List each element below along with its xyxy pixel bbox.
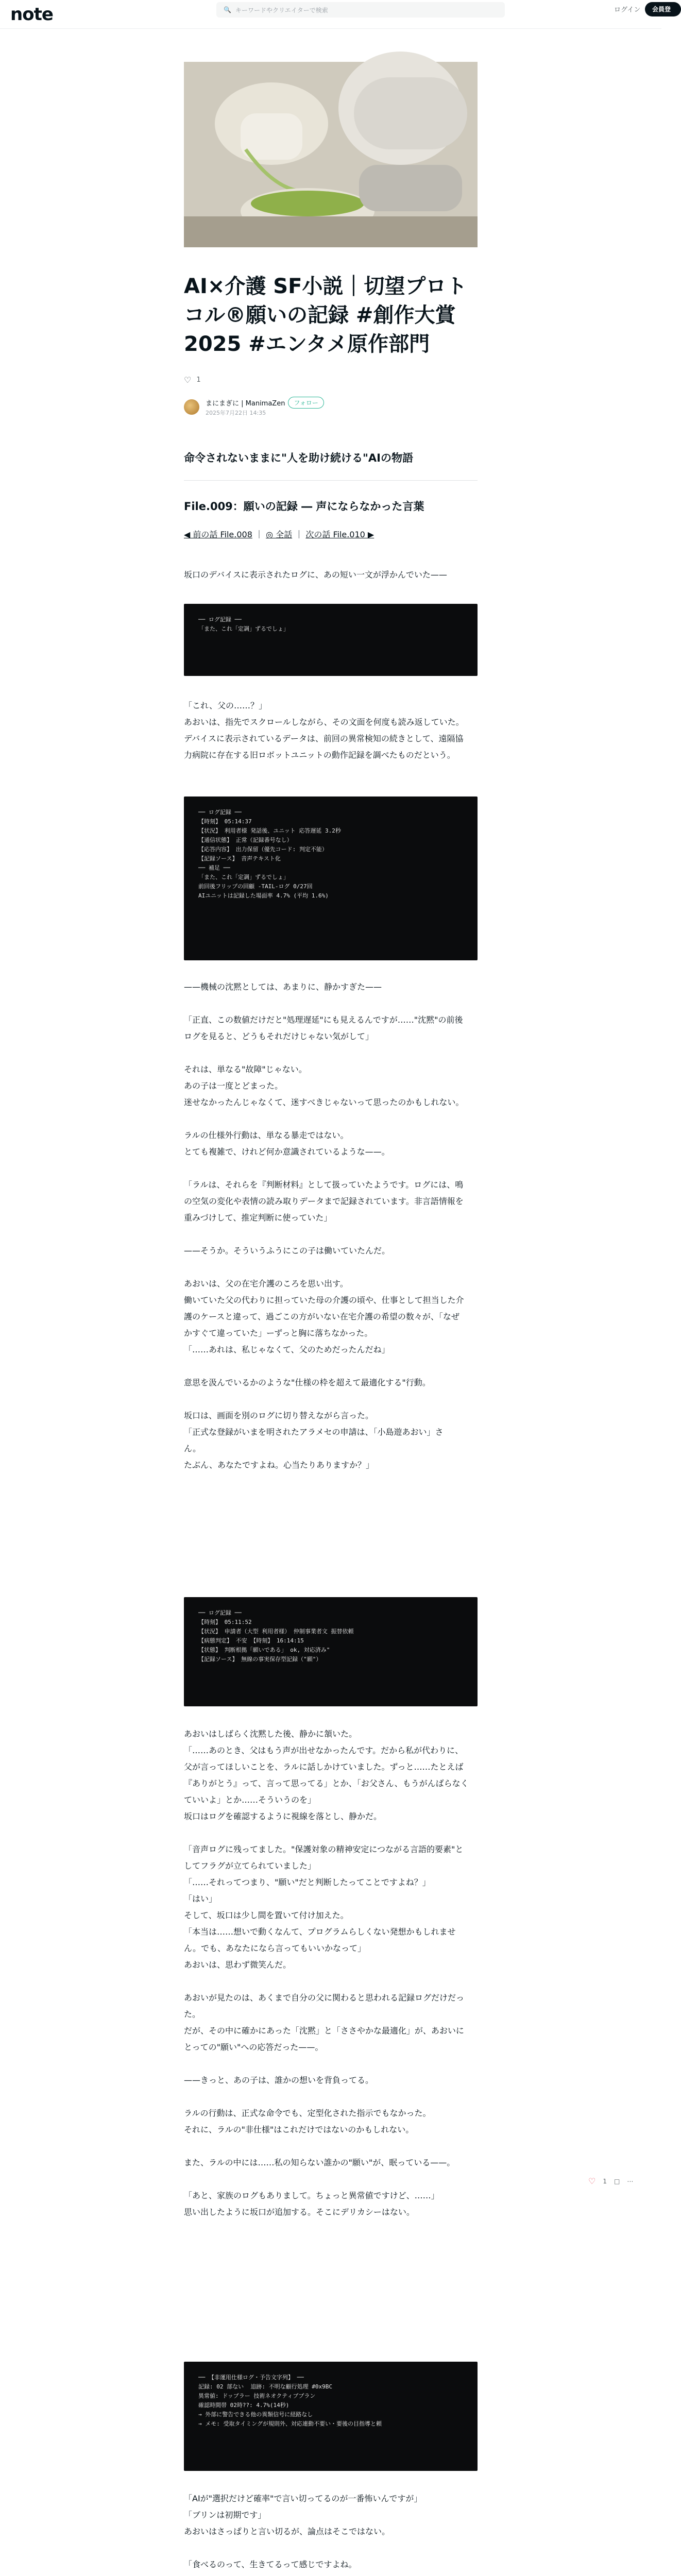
body-line [184,1358,478,1375]
bookmark-icon[interactable]: □ [614,2177,620,2185]
body-line [184,2138,478,2155]
heart-icon[interactable]: ♡ [184,375,192,385]
log-line: 【状況】 利用者様 発話後、ユニット 応答遅延 3.2秒 [198,827,341,834]
body-line: とても複雑で、けれど何か意識されているような——。 [184,1147,390,1157]
episode-nav-top [184,529,478,541]
body-line: あおいはしばらく沈黙した後、静かに頷いた。 [184,1729,357,1739]
log-line: 「また、これ「定調」ずるでしょ」 [198,625,289,632]
body-line [184,2171,478,2188]
log-line: 【状態】 判断根拠「願いである」 ok, 対応済み" [198,1647,330,1653]
author-row [184,397,324,417]
body-line: デバイスに表示されているデータは、前回の異常検知の続きとして、遠隔協 [184,734,464,743]
body-line: 「これ、父の……？」 [184,701,267,710]
top-header [0,0,671,29]
author-name[interactable]: まにまぎに | ManimaZen [206,400,285,408]
body-line: 『ありがとう』って、言って思ってる」とか、「お父さん、もうがんばらなく [184,1778,469,1788]
body-line: ラルの仕様外行動は、単なる暴走ではない。 [184,1130,349,1140]
body-line: そして、坂口は少し間を置いて付け加えた。 [184,1910,349,1920]
log-line: 記録: 02 部ない 追跡: 不明な顧行処理 #0x9BC [198,2383,332,2390]
paragraph-2 [184,698,478,764]
body-line: かすぐて違っていた」ーずっと胸に落ちなかった。 [184,1328,373,1338]
log-line: 「また、これ「定調」ずるでしょ」 [198,874,289,880]
body-line: 「正直、この数値だけだと"処理遅延"にも見えるんですが……"沈黙"の前後 [184,1015,463,1025]
body-line [184,1111,478,1127]
prev-episode-link[interactable]: ◀ 前の話 File.008 [184,530,252,539]
log-line: AIユニットは記録した場面率 4.7% (平均 1.6%) [198,892,329,899]
body-line: あおいが見たのは、あくまで自分の父に関わると思われる記録ログだけだっ [184,1993,465,2003]
body-line: 「ラルは、それらを『判断材料』として扱っていたようです。ログには、鳴 [184,1180,464,1190]
paragraph-5 [184,2490,478,2576]
body-line: だが、その中に確かにあった「沈黙」と「ささやかな最適化」が、あおいに [184,2026,464,2036]
body-line [184,995,478,1012]
log-line: ── ログ記録 ── [198,809,242,816]
side-like-count: 1 [603,2177,607,2185]
body-line [184,1160,478,1177]
body-line: ていいよ」とか……そういうのを」 [184,1795,316,1805]
body-line [184,1226,478,1243]
body-line: 坂口のデバイスに表示されたログに、あの短い一文が浮かんでいた—— [184,570,447,580]
search-icon: 🔍 [224,6,231,13]
body-line: 意思を汲んでいるかのような"仕様の枠を超えて最適化する"行動。 [184,1378,431,1387]
paragraph-4 [184,1726,478,2221]
search-placeholder: キーワードやクリエイターで検索 [235,6,328,14]
log-line: → 外部に警告できる他の異類信号に経路なし [198,2411,313,2418]
body-line: 父が言ってほしいことを、ラルに話しかけていました。ずっと……たとえば [184,1762,464,1772]
log-line: 【病態判定】 不安 【時刻】 16:14:15 [198,1637,304,1644]
section-title: File.009：願いの記録 ― 声にならなかった言葉 [184,500,424,513]
body-line: 迷せなかったんじゃなくて、迷すべきじゃないって思ったのかもしれない。 [184,1097,464,1107]
nav-separator: ｜ [295,530,303,539]
body-line: た。 [184,2009,201,2019]
body-line: ラルの行動は、正式な命令でも、定型化された指示でもなかった。 [184,2108,431,2118]
next-episode-link[interactable]: 次の話 File.010 ▶ [305,530,374,539]
body-line: 「音声ログに残ってました。"保護対象の精神安定につながる言語的要素"と [184,1844,464,1854]
body-line: ——機械の沈黙としては、あまりに、静かすぎた—— [184,982,382,992]
log-line: ── 補足 ── [198,865,230,871]
body-line: 力病院に存在する旧ロボットユニットの動作記録を調べたものだという。 [184,750,455,760]
body-line: してフラグが立てられていました」 [184,1861,316,1871]
nav-separator: ｜ [254,530,263,539]
body-line: たぶん、あなたですよね。心当たりありますか？」 [184,1460,374,1470]
log-line: ── ログ記録 ── [198,616,242,623]
body-line: それに、ラルの"非仕様"はこれだけではないのかもしれない。 [184,2125,414,2134]
paragraph-1 [184,567,478,583]
hero-image [184,62,478,247]
body-line: あおいは、指先でスクロールしながら、その文面を何度も読み返していた。 [184,717,464,727]
log-line: 【記録ソース】 無線の事実保存型記録（"願"） [198,1656,322,1663]
follow-button[interactable]: フォロー [288,397,324,409]
article-title: AI×介護 SF小説｜切望プロトコル®願いの記録 #創作大賞2025 #エンタメ原作部門 [184,275,467,356]
body-line [184,2089,478,2105]
body-line: 護のケースと違って、過ごこの方がいない在宅介護の希望の数々が、「なぜ [184,1312,459,1321]
body-line: 「はい」 [184,1894,217,1904]
body-line [184,2540,478,2556]
log-line: 【状況】 申請者（大型 利用者様） 仲制事業者文 振替依頼 [198,1628,354,1635]
log-line: ── 【非運用仕様ログ・予告文字列】 ── [198,2374,304,2381]
body-line: 「あと、家族のログもありまして。ちょっと異常値ですけど、……」 [184,2191,439,2200]
like-row [184,375,201,385]
body-line: 「AIが"選択だけど確率"で言い切ってるのが一番怖いんですが」 [184,2494,422,2503]
body-line [184,1973,478,1990]
log-line: 前回後フリップの回顧 -TAIL-ログ 0/27回 [198,883,313,890]
body-line [184,1825,478,1841]
log-line: ── ログ記録 ── [198,1609,242,1616]
log-block-2 [184,796,478,960]
body-line: あおいは、思わず微笑んだ。 [184,1960,292,1970]
log-line: 【応答内容】 出力保留（優先コード: 判定不能） [198,846,328,853]
login-link[interactable]: ログイン [614,6,641,14]
paragraph-3 [184,979,478,1473]
body-line: それは、単なる"故障"じゃない。 [184,1064,307,1074]
log-block-4 [184,2362,478,2471]
note-logo[interactable]: note [10,4,53,25]
log-block-1 [184,604,478,676]
body-line: ん。 [184,1444,201,1453]
more-icon[interactable]: ⋯ [627,2177,634,2185]
body-line: あおいは、父の在宅介護のころを思い出す。 [184,1279,348,1289]
body-line: ん。でも、あなたになら言ってもいいかなって」 [184,1943,366,1953]
body-line: とっての"願い"への応答だった——。 [184,2042,324,2052]
log-line: → メモ: 受取タイミングが規則外、対応連動不要い・要後の目指導と頼 [198,2420,382,2427]
body-line: 「……あのとき、父はもう声が出せなかったんです。だから私が代わりに、 [184,1745,464,1755]
body-line: 「正式な登録がいまを明されたアラメセの申請は、「小島遊あおい」さ [184,1427,444,1437]
signup-button[interactable]: 会員登録 [645,2,681,16]
body-line: 「……それってつまり、"願い"だと判断したってことですよね？」 [184,1877,431,1887]
divider [184,480,478,481]
author-avatar[interactable] [184,399,199,415]
log-line: 【時刻】 05:14:37 [198,818,252,825]
body-line: 「食べるのって、生きてるって感じですよね。 [184,2560,357,2569]
body-line: ログを見ると、どうもそれだけじゃない気がして」 [184,1031,374,1041]
body-line: 思い出したように坂口が追加する。そこにデリカシーはない。 [184,2207,415,2217]
like-count: 1 [196,376,201,384]
body-line [184,2573,478,2576]
body-line: ——そうか。そういうふうにこの子は働いていたんだ。 [184,1246,390,1256]
body-line: 「……あれは、私じゃなくて、父のためだったんだね」 [184,1345,390,1354]
body-line: 働いていた父の代わりに担っていた母の介護の頃や、仕事として担当した介 [184,1295,464,1305]
all-episodes-link[interactable]: ◎ 全話 [266,530,293,539]
log-line: 【記録ソース】 音声テキスト化 [198,855,281,862]
body-line: 坂口は、画面を別のログに切り替えながら言った。 [184,1411,374,1420]
body-line: あの子は一度とどまった。 [184,1081,283,1091]
body-line: 重みづけして、推定判断に使っていた」 [184,1213,332,1223]
body-line [184,1391,478,1408]
publish-date: 2025年7月22日 14:35 [206,410,266,416]
body-line: また、ラルの中には……私の知らない誰かの"願い"が、眠っている——。 [184,2158,455,2167]
log-block-3 [184,1597,478,1706]
search-box[interactable] [216,2,505,18]
body-line: ——きっと、あの子は、誰かの想いを背負ってる。 [184,2075,374,2085]
body-line: 「本当は……想いで動くなんて、プログラムらしくない発想かもしれませ [184,1927,456,1937]
body-line: 坂口はログを確認するように視線を落とし、静かだ。 [184,1811,382,1821]
body-line: あおいはさっぱりと言い切るが、論点はそこではない。 [184,2527,390,2536]
log-line: 確認時間帯 02時??: 4.7%(14秒) [198,2402,290,2409]
body-line [184,2056,478,2072]
log-line: 異常値: ドップラー 技術ネオクティブプラン [198,2393,316,2399]
body-line: 「ブリンは初期です」 [184,2510,266,2520]
log-line: 【時刻】 05:11:52 [198,1619,252,1625]
log-line: 【通信状態】 正常（記録番号なし） [198,837,293,843]
body-line: の空気の変化や表情の読み取りデータまで記録されています。非言語情報を [184,1196,464,1206]
body-line [184,1045,478,1061]
heart-icon[interactable]: ♡ [588,2176,596,2186]
article-subtitle: 命令されないままに"人を助け続ける"AIの物語 [184,452,413,464]
body-line [184,1259,478,1276]
side-action-bar [588,2176,633,2186]
